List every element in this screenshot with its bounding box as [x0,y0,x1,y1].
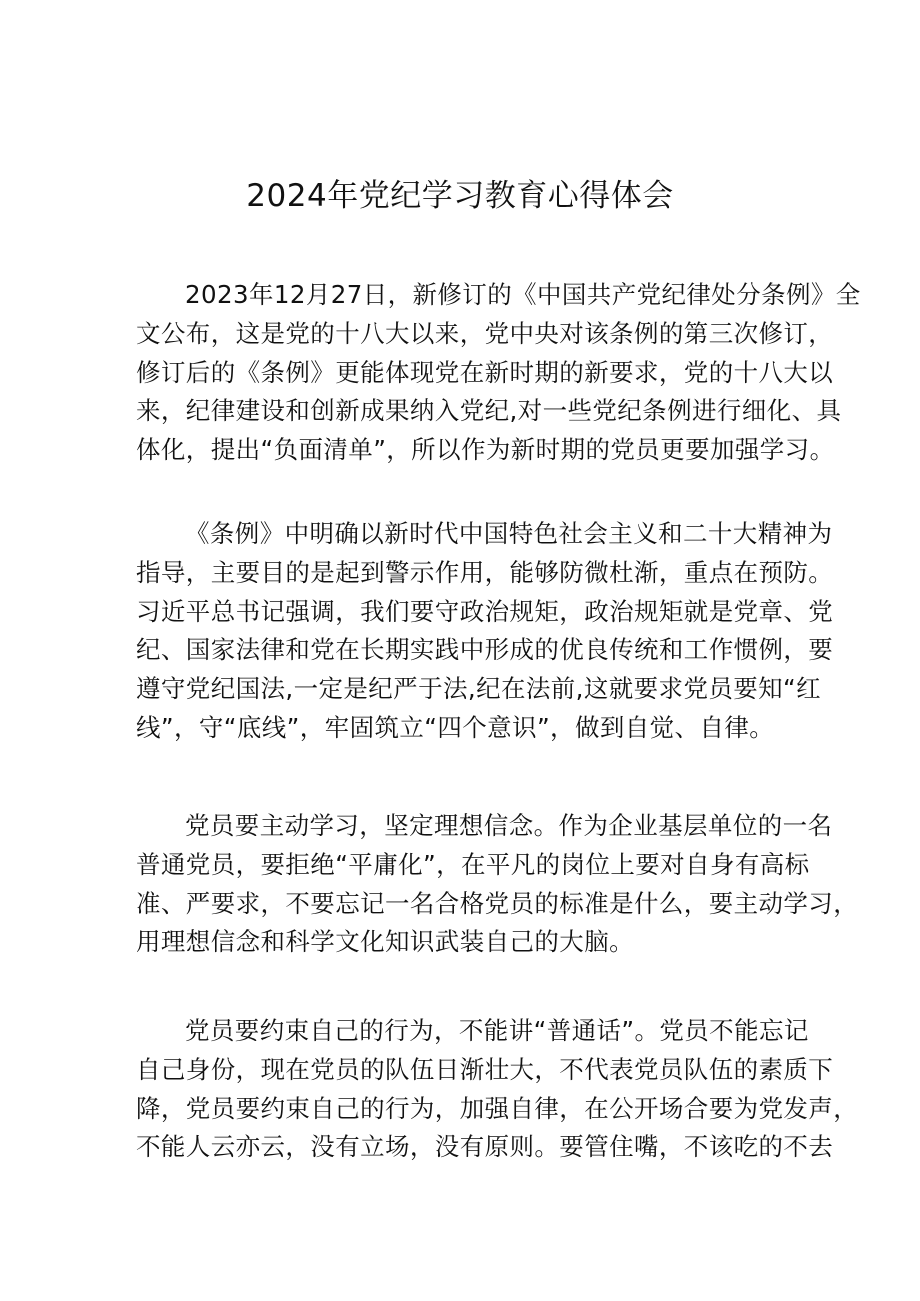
paragraph-line: 线”，守“底线”，牢固筑立“四个意识”，做到自觉、自律。 [136,712,775,742]
paragraph-line: 降，党员要约束自己的行为，加强自律，在公开场合要为党发声， [136,1093,859,1123]
paragraph-line: 用理想信念和科学文化知识武装自己的大脑。 [136,927,634,957]
paragraph-line: 修订后的《条例》更能体现党在新时期的新要求，党的十八大以 [136,357,834,387]
paragraph-line: 党员要主动学习，坚定理想信念。作为企业基层单位的一名 [185,811,833,840]
paragraph-4 [136,1012,859,1167]
paragraph-line: 遵守党纪国法,一定是纪严于法,纪在法前,这就要求党员要知“红 [136,674,822,704]
paragraph-3 [136,807,859,962]
paragraph-line: 来，纪律建设和创新成果纳入党纪,对一些党纪条例进行细化、具 [136,396,842,426]
paragraph-line: 习近平总书记强调，我们要守政治规矩，政治规矩就是党章、党 [136,596,834,626]
paragraph-line: 体化，提出“负面清单”，所以作为新时期的党员更要加强学习。 [136,435,835,465]
paragraph-line: 党员要约束自己的行为，不能讲“普通话”。党员不能忘记 [185,1016,809,1045]
paragraph-line: 普通党员，要拒绝“平庸化”，在平凡的岗位上要对自身有高标 [136,849,810,879]
paragraph-line: 文公布，这是党的十八大以来，党中央对该条例的第三次修订， [136,318,834,348]
paragraph-2 [136,515,834,748]
paragraph-line: 准、严要求，不要忘记一名合格党员的标准是什么，要主动学习， [136,888,859,918]
paragraph-1 [136,276,861,470]
paragraph-line: 2023年12月27日，新修订的《中国共产党纪律处分条例》全 [185,280,861,309]
paragraph-line: 纪、国家法律和党在长期实践中形成的优良传统和工作惯例，要 [136,635,834,665]
document-title: 2024年党纪学习教育心得体会 [246,178,674,214]
paragraph-line: 不能人云亦云，没有立场，没有原则。要管住嘴，不该吃的不去 [136,1132,834,1162]
paragraph-line: 自己身份，现在党员的队伍日渐壮大，不代表党员队伍的素质下 [136,1054,834,1084]
paragraph-line: 《条例》中明确以新时代中国特色社会主义和二十大精神为 [185,519,833,548]
paragraph-line: 指导，主要目的是起到警示作用，能够防微杜渐，重点在预防。 [136,557,834,587]
